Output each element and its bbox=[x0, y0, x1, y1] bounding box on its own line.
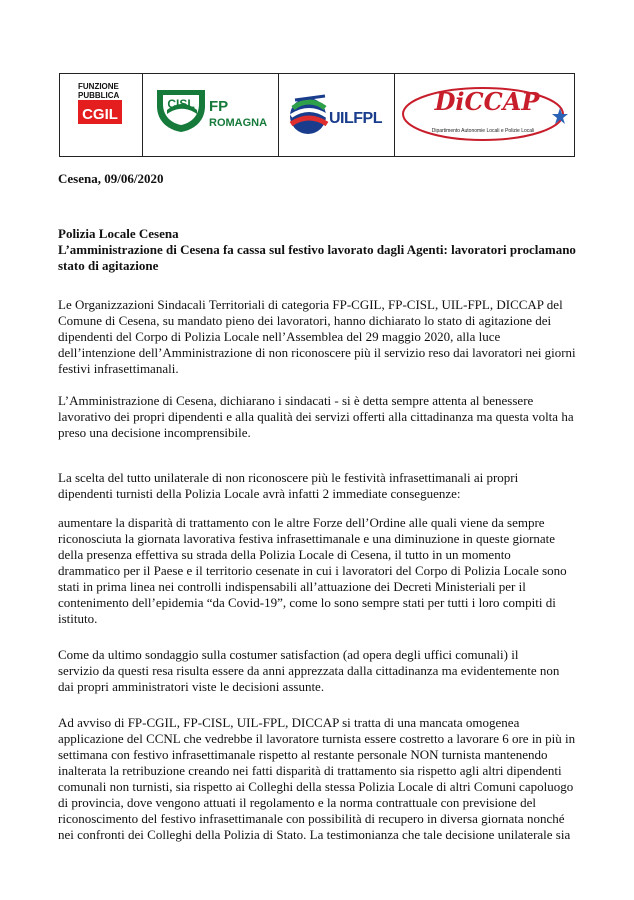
paragraph-line: dipendenti turnisti della Polizia Locale avrà infatti 2 immediate conseguenze: bbox=[58, 486, 461, 501]
paragraph-line: inalterata la retribuzione creando nei fatti disparità di trattamento sia rispetto agli altri dipendenti bbox=[58, 763, 562, 778]
paragraph-line: istituto. bbox=[58, 611, 98, 626]
paragraph-line: lavorativo dei propri dipendenti e alla qualità dei servizi offerti alla cittadinanza ma questa volta ha bbox=[58, 409, 574, 424]
paragraph-line: Ad avviso di FP-CGIL, FP-CISL, UIL-FPL, DICCAP si tratta di una mancata omogenea bbox=[58, 715, 520, 730]
cgil-top-text bbox=[78, 82, 119, 100]
paragraph-line: festivi infrasettimanali. bbox=[58, 361, 179, 376]
paragraph-line: settimana con festivo infrasettimanale rispetto al restante personale NON turnista mantenendo bbox=[58, 747, 548, 762]
paragraph-line: di provincia, dove vengono attuati il regolamento e la norma contrattuale con previsione del bbox=[58, 795, 536, 810]
paragraph-line: riconosciuta la giornata lavorativa festiva infrasettimanale e una diminuzione in queste giornate bbox=[58, 531, 556, 546]
diccap-title: DiCCAP bbox=[434, 87, 540, 116]
subject-line-1: L’amministrazione di Cesena fa cassa sul festivo lavorato dagli Agenti: lavoratori proclamano bbox=[58, 242, 576, 257]
paragraph-line: preso una decisione incomprensibile. bbox=[58, 425, 251, 440]
uil-fpl-text: UILFPL bbox=[329, 110, 382, 127]
date-line: Cesena, 09/06/2020 bbox=[58, 171, 164, 186]
paragraph-line: dell’intenzione dell’Amministrazione di non riconoscere più il servizio reso dai lavoratori nei giorni bbox=[58, 345, 576, 360]
paragraph-line: riconoscimento del festivo infrasettimanale con possibilità di recupero in diversa giornata nonché bbox=[58, 811, 565, 826]
paragraph-line: dai propri amministratori viste le decisioni assunte. bbox=[58, 679, 325, 694]
paragraph-line: comunali non turnisti, sia rispetto ai Colleghi della stessa Polizia Locale di altri Comuni capoluogo bbox=[58, 779, 574, 794]
cisl-label: CISL bbox=[167, 97, 195, 111]
cgil-top-line-2: PUBBLICA bbox=[78, 91, 120, 100]
uil-globe-icon bbox=[285, 88, 331, 140]
paragraph-line: Comune di Cesena, su mandato pieno dei lavoratori, hanno dichiarato lo stato di agitazione dei bbox=[58, 313, 552, 328]
cisl-region-text: ROMAGNA bbox=[209, 117, 268, 129]
cisl-fp-text: FP bbox=[209, 98, 229, 115]
paragraph-line: drammatico per il Paese e il territorio cesenate in cui i lavoratori del Corpo di Polizia Locale sono bbox=[58, 563, 567, 578]
subject-line-2: stato di agitazione bbox=[58, 258, 159, 273]
uil-fpl-logo bbox=[279, 74, 395, 156]
cgil-red-box: CGIL bbox=[78, 100, 122, 124]
logo-header bbox=[59, 73, 575, 157]
paragraph-line: L’Amministrazione di Cesena, dichiarano i sindacati - si è detta sempre attenta al benessere bbox=[58, 393, 534, 408]
cgil-top-line-1: FUNZIONE bbox=[78, 82, 119, 91]
paragraph-line: Le Organizzazioni Sindacali Territoriali di categoria FP-CGIL, FP-CISL, UIL-FPL, DICCAP del bbox=[58, 297, 563, 312]
paragraph-line: nei confronti dei Colleghi della Polizia di Stato. La testimonianza che tale decisione unilaterale sia bbox=[58, 827, 571, 842]
paragraph-line: aumentare la disparità di trattamento con le altre Forze dell’Ordine alle quali viene da sempre bbox=[58, 515, 545, 530]
paragraph-line: stati in prima linea nei controlli indispensabili all’attuazione dei Decreti Ministeriali per il bbox=[58, 579, 526, 594]
paragraph-line: contenimento dell’epidemia “da Covid-19”, come lo sono sempre stati per tutti i loro compiti di bbox=[58, 595, 556, 610]
diccap-logo bbox=[395, 74, 574, 156]
diccap-emblem-icon bbox=[399, 80, 571, 152]
paragraph-line: servizio da questi resa risulta essere da anni apprezzata dalla cittadinanza ma evidentemente non bbox=[58, 663, 560, 678]
paragraph-line: Come da ultimo sondaggio sulla costumer satisfaction (ad opera degli uffici comunali) il bbox=[58, 647, 519, 662]
fp-cgil-logo bbox=[60, 74, 143, 156]
fp-cisl-logo bbox=[143, 74, 279, 156]
paragraph-line: La scelta del tutto unilaterale di non riconoscere più le festività infrasettimanali ai propri bbox=[58, 470, 519, 485]
cisl-emblem-icon bbox=[153, 86, 209, 134]
paragraph-line: della presenza effettiva su strada della Polizia Locale di Cesena, il tutto in un momento bbox=[58, 547, 511, 562]
paragraph-line: applicazione del CCNL che vedrebbe il lavoratore turnista essere costretto a lavorare 6 ore in più in bbox=[58, 731, 576, 746]
diccap-subtitle: Dipartimento Autonomie Locali e Polizie Locali bbox=[431, 128, 535, 134]
paragraph-line: dipendenti del Corpo di Polizia Locale nell’Assemblea del 29 maggio 2020, alla luce bbox=[58, 329, 501, 344]
document-heading: Polizia Locale Cesena bbox=[58, 226, 179, 241]
